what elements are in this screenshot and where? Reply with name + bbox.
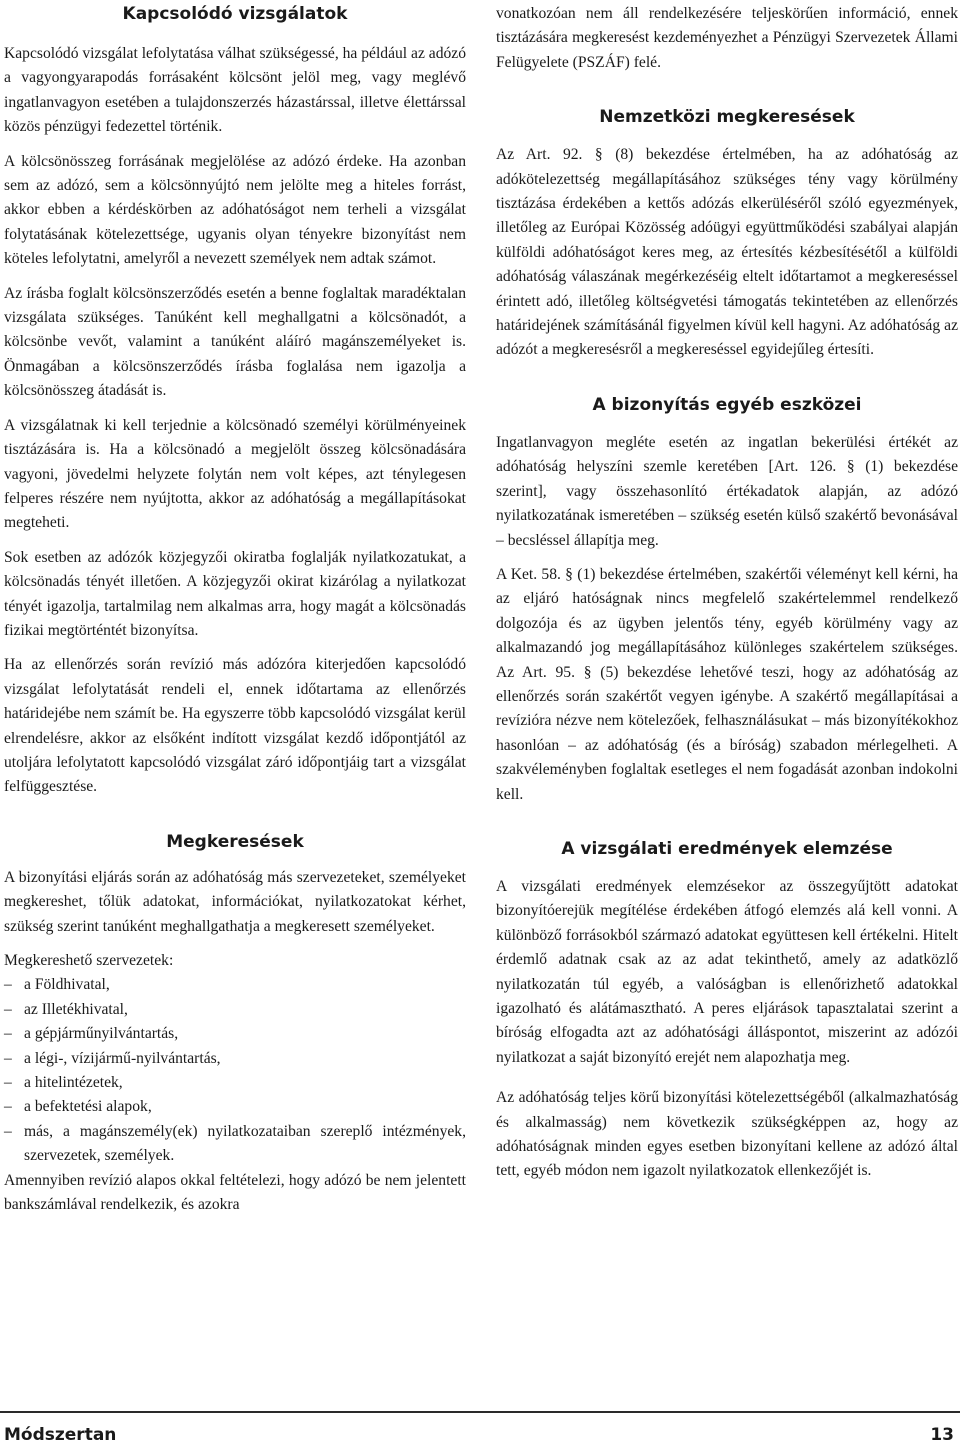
section-title-vizsgalati-eredmenyek-elemzese: A vizsgálati eredmények elemzése (561, 838, 893, 859)
page-footer (0, 1411, 960, 1449)
list-item: – a gépjárműnyilvántartás, (4, 1022, 466, 1046)
paragraph: Az Art. 92. § (8) bekezdése értelmében, ha az adóhatóság az adókötelezettség megállapításához szükséges tény vagy körülmény tisztázása érdekében a kettős adózás elkerüléséről szóló egyezmények, illetőleg az Európai Közösség adóügyi együttműködési szabályai alapján külföldi adóhatóságot keres meg, az értesítés kézbesítésétől a külföldi adóhatóság válaszának megérkezéséig eltelt időtartamot a megkereséssel érintett adó, illetőleg költségvetési támogatás tekintetében az ellenőrzés határidejének számításánál figyelmen kívül kell hagyni. Az adóhatóság az adózót a megkeresésről a megkereséssel egyidejűleg értesíti. (496, 146, 958, 359)
list-item: – a befektetési alapok, (4, 1095, 466, 1119)
paragraph: Kapcsolódó vizsgálat lefolytatása válhat szükségessé, ha például az adózó a vagyongyarapodás forrásaként kölcsönt jelöl meg, vagy meglévő ingatlanvagyon esetében a tulajdonszerzés házastárssal, illetve élettárssal közös pénzügyi fedezettel történik. (4, 45, 467, 136)
paragraph: A kölcsönösszeg forrásának megjelölése az adózó érdeke. Ha azonban sem az adózó, sem a kölcsönnyújtó nem jelölte meg a hiteles forrást, akkor ebben a kérdéskörben az adóhatóságot nem terheli a vizsgálat folytatásának kötelezettsége, ugyanis olyan tényekre bizonyítást nem köteles lefolytatni, amelyről a nevezett személyek nem adtak számot. (4, 152, 466, 268)
list-item: – a Földhivatal, (4, 973, 466, 997)
list-item: – az Illetékhivatal, (4, 998, 466, 1022)
paragraph: Amennyiben revízió alapos okkal feltételezi, hogy adózó be nem jelentett bankszámlával rendelkezik, és azokra (4, 1171, 466, 1214)
paragraph: A vizsgálati eredmények elemzésekor az összegyűjtött adatokat bizonyítóerejük megítélése érdekében átfogó elemzés alá kell vonni. A különböző forrásokból származó adatokat együttesen kell értékelni. Hitelt érdemlő adatnak csak az az adat tekinthető, amely az adatközlő nyilatkozatán túl egyéb, a valóságban is ellenőrizhető adatokkal igazolható és alátámasztható. A peres eljárások tapasztalatai szerint a bíróság elfogadta azt az adóhatósági álláspontot, miszerint az adózói nyilatkozat a saját bizonyító erejét nem alapozhatja meg. (496, 877, 958, 1066)
section-title-bizonyitas-egyeb-eszkozei: A bizonyítás egyéb eszközei (592, 394, 862, 415)
section-title-kapcsolodo-vizsgalatok: Kapcsolódó vizsgálatok (122, 4, 348, 24)
paragraph: Az írásba foglalt kölcsönszerződés esetén a benne foglaltak maradéktalan vizsgálata szükséges. Tanúként kell meghallgatni a kölcsönadót, a kölcsönbe vevőt, valamint a tanúként aláíró magánszemélyeket is. Önmagában a kölcsönszerződés írásba foglalása nem igazolja a kölcsönösszeg átadását is. (4, 284, 466, 400)
paragraph: Ha az ellenőrzés során revízió más adózóra kiterjedően kapcsolódó vizsgálat lefolytatását rendeli el, ennek időtartama az ellenőrzés határidejébe nem számít be. Ha egyszerre több kapcsolódó vizsgálat kerül elrendelésre, akkor az elsőként indított vizsgálat kezdő időpontjától az utoljára lefolytatott kapcsolódó vizsgálat záró időpontjáig tart a vizsgálat felfüggesztése. (4, 656, 466, 796)
publication-name: Módszertan (4, 1425, 117, 1445)
organization-list (4, 973, 466, 1168)
list-item: – más, a magánszemély(ek) nyilatkozataiban szereplő intézmények, szervezetek, személyek. (4, 1120, 466, 1169)
paragraph: A bizonyítási eljárás során az adóhatóság más szervezeteket, személyeket megkereshet, tőlük adatokat, információkat, nyilatkozatokat kérhet, szükség szerint tanúként meghallgathatja a megkeresett személyeket. (4, 868, 466, 935)
page-number: 13 (930, 1425, 954, 1445)
paragraph: Sok esetben az adózók közjegyzői okiratba foglalják nyilatkozatukat, a kölcsönadás tényét illetően. A közjegyzői okirat kizárólag a nyilatkozat tényét igazolja, tartalmilag nem alkalmas arra, hogy magát a kölcsönadás fizikai megtörténtét bizonyítsa. (4, 548, 466, 639)
list-item: – a légi-, vízijármű-nyilvántartás, (4, 1047, 466, 1071)
paragraph: Az adóhatóság teljes körű bizonyítási kötelezettségéből (alkalmazhatóság és alkalmasság) nem következik szükségképpen az, hogy az adóhatóságnak minden egyes esetben bizonyítani kellene az adózó által tett, egyéb módon nem igazolt nyilatkozatok ellenkezőjét is. (496, 1089, 958, 1180)
left-column (4, 2, 466, 1227)
paragraph: Ingatlanvagyon megléte esetén az ingatlan bekerülési értékét az adóhatóság helyszíni szemle keretében [Art. 126. § (1) bekezdése szerint], vagy összehasonlító értékadatok alapján, az adózó nyilatkozatának ismeretében – szükség esetén külső szakértő bevonásával – becsléssel állapítja meg. (496, 433, 958, 549)
list-item: – a hitelintézetek, (4, 1071, 466, 1095)
paragraph: A Ket. 58. § (1) bekezdése értelmében, szakértői véleményt kell kérni, ha az eljáró hatóságnak nincs megfelelő szakértelemmel rendelkező dolgozója és az ügyben jelentős tény, egyéb körülmény vagy az alkalmazandó jog megállapításához különleges szakértelem szükséges. Az Art. 95. § (5) bekezdése lehetővé teszi, hogy az adóhatóság az ellenőrzés során szakértőt vegyen igénybe. A szakértő megállapításai a revízióra nézve nem kötelezőek, felhasználásukat – más bizonyítékokhoz hasonlóan – az adóhatóság (és a bíróság) szabadon mérlegelheti. A szakvéleményben foglaltak esetleges el nem fogadását azonban indokolni kell. (496, 565, 958, 803)
list-intro: Megkereshető szervezetek: (4, 952, 174, 969)
paragraph: A vizsgálatnak ki kell terjednie a kölcsönadó személyi körülményeinek tisztázására is. Ha a kölcsönadó a megjelölt összeg kölcsönadására vagyoni, jövedelmi helyzete folytán nem volt képes, azt ténylegesen felperes részére nem nyújtotta, akkor az adóhatóság a megállapításokat megteheti. (4, 416, 466, 532)
paragraph: vonatkozóan nem áll rendelkezésére teljeskörűen információ, ennek tisztázására megkeresést kezdeményezhet a Pénzügyi Szervezetek Állami Felügyelete (PSZÁF) felé. (496, 5, 958, 71)
section-title-megkeresesek: Megkeresések (166, 831, 304, 852)
section-title-nemzetkozi-megkeresesek: Nemzetközi megkeresések (599, 107, 855, 128)
right-column (496, 2, 958, 1194)
